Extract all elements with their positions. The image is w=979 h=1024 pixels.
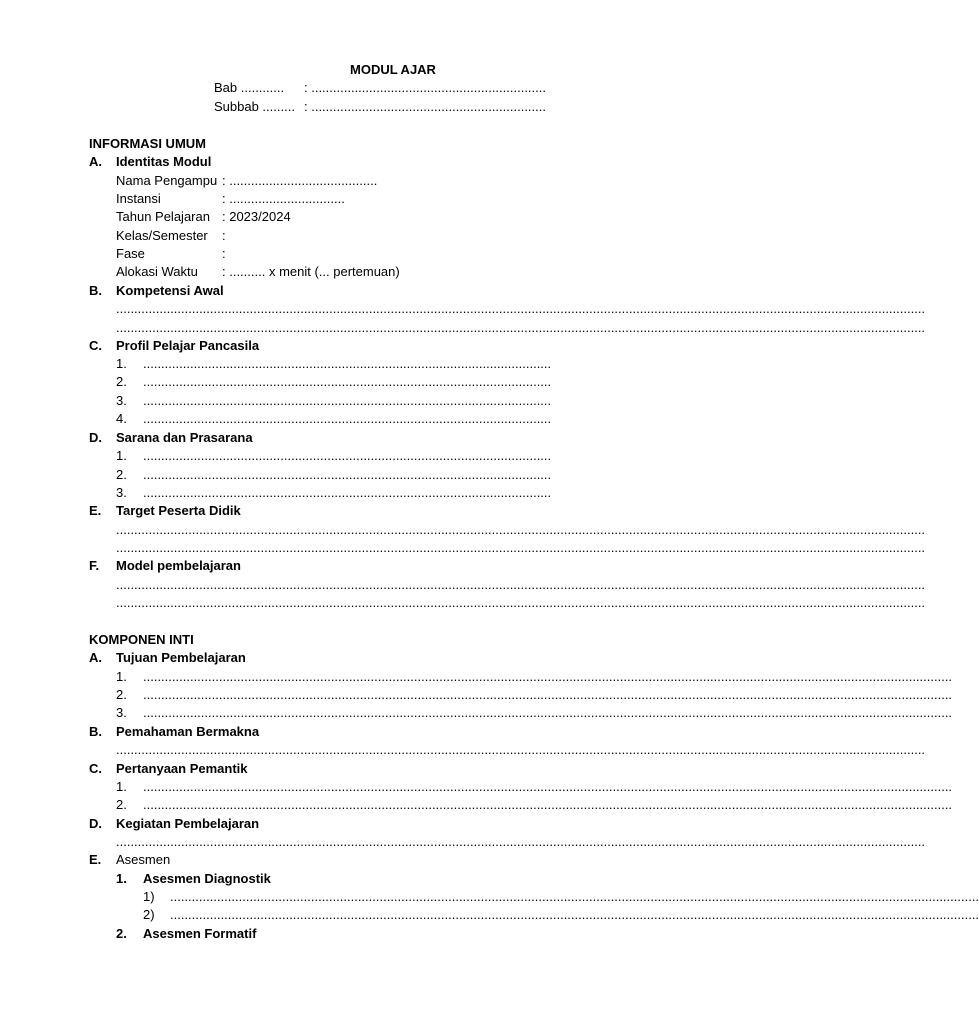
item-title-asesmen: Asesmen (116, 852, 171, 867)
field-value: : ................................ (222, 191, 345, 206)
section-heading-komponen-inti: KOMPONEN INTI (89, 632, 194, 647)
list-number: 1. (116, 779, 127, 794)
bab-label: Bab ............ (214, 80, 285, 95)
document-title: MODUL AJAR (350, 62, 436, 77)
item-title-profil-pelajar: Profil Pelajar Pancasila (116, 338, 260, 353)
field-label: Instansi (116, 191, 161, 206)
list-number: 3. (116, 393, 127, 408)
dotted-line: ................................................................................................................. (143, 411, 552, 426)
dotted-line: ................................................................................................................................................................................................................................ (143, 705, 953, 720)
dotted-line: ................................................................................................................. (143, 356, 552, 371)
item-title-model-pembelajaran: Model pembelajaran (116, 558, 241, 573)
item-letter: F. (89, 558, 100, 573)
field-label: Fase (116, 246, 145, 261)
dotted-line: ................................................................................................................................................................................................................................ (143, 779, 953, 794)
list-number: 2. (116, 687, 127, 702)
list-number: 2) (143, 907, 155, 922)
item-letter: C. (89, 761, 102, 776)
item-title-kompetensi-awal: Kompetensi Awal (116, 283, 224, 298)
dotted-line: ................................................................................................................................................................................................................................ (116, 320, 926, 335)
sub-item-number: 2. (116, 926, 127, 941)
subbab-label: Subbab ......... (214, 99, 295, 114)
item-letter: A. (89, 154, 102, 169)
item-letter: B. (89, 283, 102, 298)
list-number: 2. (116, 797, 127, 812)
item-letter: D. (89, 430, 102, 445)
list-number: 1. (116, 448, 127, 463)
dotted-line: ................................................................................................................. (143, 448, 552, 463)
dotted-line: ................................................................................................................................................................................................................................ (116, 301, 926, 316)
item-letter: E. (89, 503, 102, 518)
section-heading-informasi-umum: INFORMASI UMUM (89, 136, 206, 151)
dotted-line: ................................................................................................................. (143, 393, 552, 408)
dotted-line: ................................................................................................................................................................................................................................ (116, 577, 926, 592)
field-value: : ......................................... (222, 173, 378, 188)
field-label: Nama Pengampu (116, 173, 218, 188)
list-number: 2. (116, 374, 127, 389)
dotted-line: ................................................................................................................................................................................................................................ (116, 595, 926, 610)
sub-item-title-asesmen-formatif: Asesmen Formatif (143, 926, 257, 941)
dotted-line: ................................................................................................................................................................................................................................ (143, 687, 953, 702)
dotted-line: ................................................................................................................................................................................................................................ (170, 889, 979, 904)
field-value: : .......... x menit (... pertemuan) (222, 264, 400, 279)
item-title-pemahaman-bermakna: Pemahaman Bermakna (116, 724, 260, 739)
item-title-identitas-modul: Identitas Modul (116, 154, 212, 169)
item-letter: C. (89, 338, 102, 353)
field-value: : (222, 246, 226, 261)
bab-value: : ................................................................. (304, 80, 546, 95)
dotted-line: ................................................................................................................................................................................................................................ (116, 522, 926, 537)
item-title-target-peserta: Target Peserta Didik (116, 503, 241, 518)
dotted-line: ................................................................................................................. (143, 374, 552, 389)
dotted-line: ................................................................................................................. (143, 467, 552, 482)
dotted-line: ................................................................................................................................................................................................................................ (116, 742, 926, 757)
sub-item-title-asesmen-diagnostik: Asesmen Diagnostik (143, 871, 271, 886)
subbab-value: : ................................................................. (304, 99, 546, 114)
list-number: 1) (143, 889, 155, 904)
list-number: 1. (116, 669, 127, 684)
dotted-line: ................................................................................................................................................................................................................................ (143, 797, 953, 812)
item-title-sarana-prasarana: Sarana dan Prasarana (116, 430, 253, 445)
dotted-line: ................................................................................................................. (143, 485, 552, 500)
field-value: : (222, 228, 226, 243)
dotted-line: ................................................................................................................................................................................................................................ (116, 834, 926, 849)
item-title-kegiatan-pembelajaran: Kegiatan Pembelajaran (116, 816, 260, 831)
list-number: 2. (116, 467, 127, 482)
item-letter: A. (89, 650, 102, 665)
list-number: 4. (116, 411, 127, 426)
item-letter: E. (89, 852, 102, 867)
field-label: Tahun Pelajaran (116, 209, 210, 224)
dotted-line: ................................................................................................................................................................................................................................ (170, 907, 979, 922)
dotted-line: ................................................................................................................................................................................................................................ (116, 540, 926, 555)
item-title-pertanyaan-pemantik: Pertanyaan Pemantik (116, 761, 248, 776)
item-title-tujuan-pembelajaran: Tujuan Pembelajaran (116, 650, 246, 665)
list-number: 3. (116, 485, 127, 500)
item-letter: B. (89, 724, 102, 739)
item-letter: D. (89, 816, 102, 831)
sub-item-number: 1. (116, 871, 127, 886)
list-number: 1. (116, 356, 127, 371)
dotted-line: ................................................................................................................................................................................................................................ (143, 669, 953, 684)
field-label: Kelas/Semester (116, 228, 208, 243)
field-label: Alokasi Waktu (116, 264, 198, 279)
field-value: : 2023/2024 (222, 209, 291, 224)
list-number: 3. (116, 705, 127, 720)
